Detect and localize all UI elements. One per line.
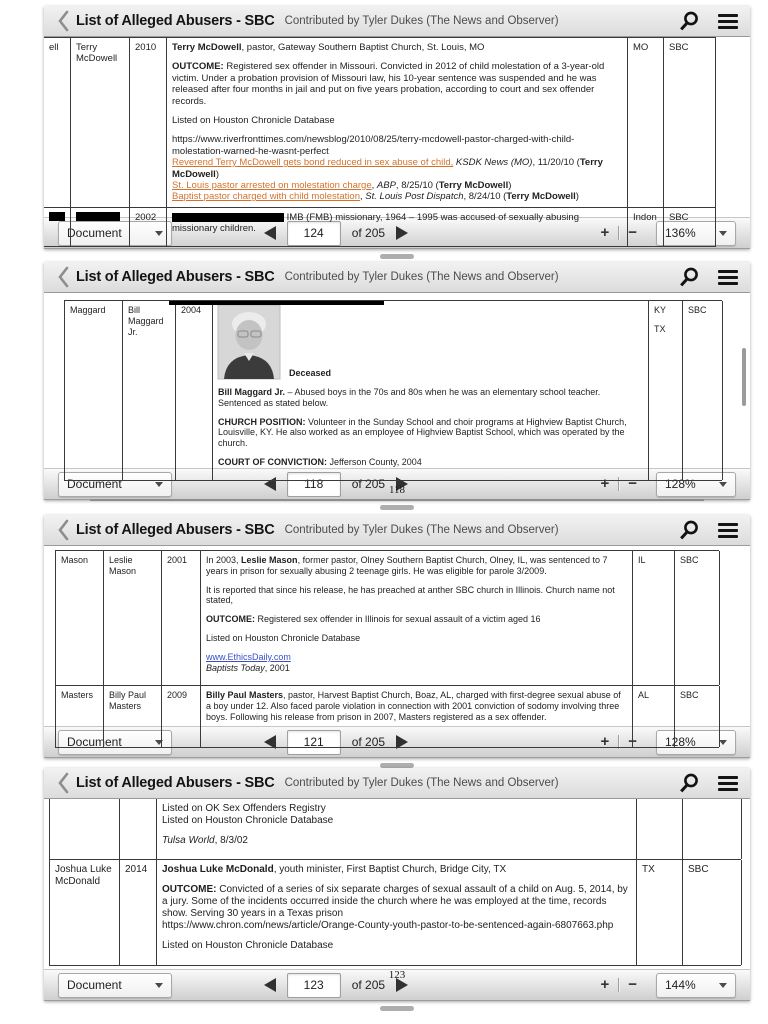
search-icon [678, 266, 700, 288]
header-actions [678, 772, 738, 794]
paragraph [162, 815, 631, 827]
paragraph [172, 42, 622, 53]
table-row [44, 38, 716, 208]
text-segment: , pastor, Gateway Southern Baptist Church, St. Louis, MO [241, 42, 485, 53]
hamburger-icon-bar [718, 776, 738, 779]
zoom-level-label: 136% [664, 226, 696, 240]
table-cell [637, 799, 683, 859]
text-segment: Indon [633, 211, 657, 223]
paragraph [109, 690, 156, 712]
table-cell [157, 799, 637, 859]
text-segment: 2004 [181, 305, 202, 315]
chevron-down-icon [719, 231, 727, 236]
paragraph [181, 305, 207, 316]
table-cell [162, 551, 201, 685]
search-button[interactable] [678, 10, 700, 32]
zoom-out-button[interactable]: − [628, 224, 637, 241]
records-table [64, 300, 722, 481]
zoom-out-button[interactable]: − [628, 976, 637, 993]
table-cell [167, 38, 628, 207]
view-mode-label: Document [67, 735, 122, 749]
search-icon [678, 10, 700, 32]
page-title: List of Alleged Abusers - SBC [76, 775, 275, 791]
table-cell [628, 208, 664, 247]
view-mode-label: Document [67, 226, 122, 240]
table-row [56, 686, 719, 748]
page-count-label: of 205 [351, 477, 386, 491]
inline-link[interactable]: Baptist pastor charged with child molestation [172, 191, 360, 203]
table-cell [664, 208, 716, 247]
paragraph [206, 652, 627, 663]
paragraph [172, 180, 622, 191]
hamburger-icon-bar [718, 14, 738, 17]
page-subtitle: Contributed by Tyler Dukes (The News and Observer) [284, 15, 559, 27]
table-cell [44, 208, 71, 247]
chevron-left-icon [56, 9, 70, 33]
paragraph [55, 864, 114, 888]
table-cell [104, 686, 162, 747]
text-segment: Masters [61, 690, 94, 701]
text-segment: ) [575, 191, 579, 203]
paragraph [172, 191, 622, 202]
table-cell [104, 551, 162, 685]
table-cell [123, 301, 176, 480]
text-segment: Registered sex offender in Illinois for sexual assault of a victim aged 16 [255, 614, 541, 625]
page-edge-line [90, 499, 704, 501]
paragraph [162, 803, 631, 815]
document-viewer-panel [44, 262, 750, 510]
text-segment: ell [49, 42, 59, 53]
table-cell [649, 301, 683, 480]
text-segment: CHURCH POSITION: [218, 416, 306, 427]
search-button[interactable] [678, 519, 700, 541]
inline-link[interactable]: St. Louis pastor arrested on molestation charge [172, 179, 372, 191]
text-segment: SBC [669, 42, 689, 53]
text-segment: Listed on Houston Chronicle Database [162, 815, 334, 826]
hamburger-icon-bar [718, 20, 738, 23]
text-segment: Billy Paul Masters [109, 690, 147, 712]
text-segment: Leslie Mason [241, 555, 298, 565]
text-segment: AL [638, 690, 650, 701]
redaction-bar [169, 301, 384, 305]
paragraph [206, 633, 627, 644]
text-segment: MO [633, 42, 649, 53]
page-subtitle: Contributed by Tyler Dukes (The News and Observer) [284, 271, 559, 283]
text-segment: Bill Maggard Jr. [128, 305, 164, 337]
chevron-down-icon [719, 740, 727, 745]
text-segment: Terry McDowell [172, 42, 242, 53]
text-segment: Terry McDowell [438, 179, 509, 191]
paragraph [688, 864, 736, 876]
table-cell [130, 208, 167, 247]
text-segment: ABP [376, 179, 396, 191]
paragraph [61, 690, 98, 701]
paragraph [642, 864, 677, 876]
page-count-label: of 205 [351, 226, 386, 240]
text-segment: OUTCOME: [172, 61, 224, 73]
table-cell [675, 551, 720, 685]
viewer-header [44, 6, 750, 37]
hamburger-icon-bar [718, 535, 738, 538]
text-segment: In 2003, [206, 555, 242, 565]
paragraph [172, 157, 622, 180]
chevron-down-icon [155, 983, 163, 988]
viewer-card [44, 515, 750, 758]
paragraph [135, 212, 161, 223]
table-row [50, 860, 741, 966]
text-segment: SBC [680, 690, 699, 701]
table-cell [50, 860, 120, 965]
viewer-header [44, 262, 750, 293]
text-segment: COURT OF CONVICTION: [218, 456, 327, 467]
paragraph [162, 940, 631, 952]
text-segment: OUTCOME: [206, 614, 255, 625]
table-cell [683, 799, 742, 859]
chevron-down-icon [719, 983, 727, 988]
paragraph [206, 614, 627, 625]
paragraph [162, 864, 631, 876]
scrollbar-thumb[interactable] [742, 348, 746, 406]
paragraph [162, 835, 631, 847]
table-cell [162, 686, 201, 747]
page-subtitle: Contributed by Tyler Dukes (The News and Observer) [284, 524, 559, 536]
document-viewer-panel [44, 515, 750, 768]
table-cell [176, 301, 213, 480]
paragraph [218, 457, 643, 468]
viewer-card [44, 6, 750, 249]
text-segment: Jefferson County, 2004 [327, 456, 422, 467]
table-cell [637, 860, 683, 965]
paragraph [669, 212, 710, 223]
paragraph [172, 212, 622, 235]
table-cell [130, 38, 167, 207]
paragraph [654, 305, 677, 316]
text-segment: 2002 [135, 211, 157, 223]
table-cell [65, 301, 123, 480]
page-subtitle: Contributed by Tyler Dukes (The News and Observer) [284, 777, 559, 789]
table-row [56, 551, 719, 686]
document-viewer-panel [44, 6, 750, 259]
text-segment: Convicted of a series of six separate charges of sexual assault of a child on Aug. 5, 2014, by a jury. Some of the incidents occurred inside the church where he was employed at the time, records show. Serving 30 years in a Texas prison [162, 884, 628, 919]
text-segment: ) [215, 168, 219, 180]
table-cell [50, 799, 120, 859]
text-segment: TX [642, 864, 655, 875]
text-segment: Bill Maggard Jr. [218, 387, 286, 397]
paragraph [109, 555, 156, 577]
paragraph [61, 555, 98, 566]
text-segment: KSDK News (MO) [453, 157, 533, 169]
text-segment: KY [654, 305, 667, 315]
text-segment: , 2001 [264, 662, 290, 673]
header-actions [678, 266, 738, 288]
document-viewer-panel [44, 768, 750, 1011]
zoom-out-button[interactable]: − [628, 733, 637, 750]
table-cell [71, 208, 130, 247]
chevron-left-icon [56, 265, 70, 289]
text-segment: , 8/24/10 ( [463, 191, 507, 203]
table-cell [56, 686, 104, 747]
back-button[interactable] [50, 264, 76, 290]
paragraph [669, 42, 710, 53]
page-count-label: of 205 [351, 735, 386, 749]
chevron-left-icon [56, 518, 70, 542]
text-segment: , pastor, Harvest Baptist Church, Boaz, AL, charged with first-degree sexual abuse of a boy under 12. Also faced parole violation in connection with 2001 conviction of sodomy involving three boys. Following his release from prison in 2007, Masters registered as a sex offender. [206, 690, 621, 722]
paragraph [633, 42, 658, 53]
table-row [44, 208, 716, 248]
photo-caption: Deceased [289, 368, 332, 379]
panel-resize-handle[interactable] [380, 254, 414, 259]
table-cell [683, 301, 723, 480]
page-title: List of Alleged Abusers - SBC [76, 522, 275, 538]
text-segment: 2009 [167, 690, 188, 701]
text-segment: 2001 [167, 555, 188, 565]
chevron-left-icon [56, 771, 70, 795]
table-row [65, 301, 722, 481]
text-segment: Tulsa World [162, 835, 215, 846]
search-icon [678, 519, 700, 541]
back-button[interactable] [50, 517, 76, 543]
table-cell [120, 860, 157, 965]
records-table [49, 799, 741, 966]
panel-resize-handle[interactable] [380, 1006, 414, 1011]
text-segment: – Abused boys in the 70s and 80s when he was an elementary school teacher. Sentenced as stated below. [218, 387, 601, 408]
view-mode-label: Document [67, 477, 122, 491]
text-segment: 2014 [125, 864, 148, 875]
document-page [44, 550, 750, 726]
text-segment: , 11/20/10 ( [532, 157, 580, 169]
paragraph [680, 555, 714, 566]
records-table [44, 37, 716, 247]
text-segment: 2010 [135, 42, 157, 53]
text-segment: Terry McDowell [506, 191, 576, 203]
text-segment: Terry McDowell [76, 42, 118, 65]
text-segment: , [360, 191, 366, 203]
redaction-bar [76, 212, 120, 221]
table-cell [201, 686, 633, 747]
text-segment: Terry McDowell [172, 157, 603, 180]
paragraph [638, 690, 669, 701]
text-segment: Listed on OK Sex Offenders Registry [162, 803, 326, 814]
hamburger-icon-bar [718, 523, 738, 526]
paragraph [167, 690, 195, 701]
search-icon [678, 772, 700, 794]
text-segment: , [371, 179, 377, 191]
text-segment: Baptists Today [206, 662, 265, 673]
text-segment: SBC [680, 555, 699, 565]
paragraph [76, 42, 124, 65]
paragraph [654, 324, 677, 335]
table-cell [633, 686, 675, 747]
table-cell [120, 799, 157, 859]
text-segment: Listed on Houston Chronicle Database [162, 940, 334, 951]
text-segment: SBC [688, 864, 709, 875]
document-page [44, 799, 750, 981]
page-title: List of Alleged Abusers - SBC [76, 13, 275, 29]
paragraph [633, 212, 658, 223]
text-segment: https://www.riverfronttimes.com/newsblog/2010/08/25/terry-mcdowell-pastor-charged-with-child-molestation-warned-he-wasnt-perfect [172, 134, 575, 157]
paragraph [206, 663, 627, 674]
zoom-in-button[interactable]: + [600, 976, 610, 993]
paragraph [638, 555, 669, 566]
redaction-bar [172, 213, 284, 222]
back-button[interactable] [50, 770, 76, 796]
table-cell [633, 551, 675, 685]
paragraph [680, 690, 714, 701]
paragraph [167, 555, 195, 566]
text-segment: Joshua Luke McDonald [55, 864, 112, 887]
paragraph [128, 305, 170, 337]
text-segment: Joshua Luke McDonald [162, 864, 274, 875]
text-segment: IL [638, 555, 646, 565]
panel-resize-handle[interactable] [380, 505, 414, 510]
table-cell [201, 551, 633, 685]
zoom-out-button[interactable]: − [628, 475, 637, 492]
table-cell [213, 301, 649, 480]
zoom-level-label: 144% [664, 978, 696, 992]
inline-link[interactable]: www.EthicsDaily.com [206, 651, 291, 662]
hamburger-icon-bar [718, 270, 738, 273]
paragraph [172, 115, 622, 126]
viewer-card [44, 262, 750, 500]
menu-button[interactable] [718, 523, 738, 538]
viewer-header [44, 515, 750, 546]
hamburger-icon-bar [718, 282, 738, 285]
page-number-label: 123 [388, 969, 406, 981]
records-table [55, 550, 719, 748]
text-segment: ) [508, 179, 512, 191]
text-segment: TX [654, 323, 666, 334]
paragraph [162, 884, 631, 920]
page-count-label: of 205 [351, 978, 386, 992]
text-segment: , 8/3/02 [214, 835, 248, 846]
zoom-level-label: 128% [664, 477, 696, 491]
hamburger-icon-bar [718, 26, 738, 29]
hamburger-icon-bar [718, 529, 738, 532]
table-cell [56, 551, 104, 685]
paragraph [206, 555, 627, 577]
header-actions [678, 10, 738, 32]
paragraph [49, 42, 65, 53]
viewer-card [44, 768, 750, 1001]
text-segment: Listed on Houston Chronicle Database [172, 114, 335, 126]
text-segment: Registered sex offender in Missouri. Convicted in 2012 of child molestation of a 3-year-old victim. Under a probation provision of Missouri law, his 10-year sentence was suspended and he was released after four months in jail and put on five years probation, according to court and sex offender records. [172, 61, 605, 107]
portrait-photo-block [218, 305, 643, 379]
table-cell [664, 38, 716, 207]
text-segment: It is reported that since his release, he has preached at anther SBC church in Illinois. Church name not stated, [206, 584, 615, 606]
paragraph [688, 305, 717, 316]
table-cell [44, 38, 71, 207]
menu-button[interactable] [718, 270, 738, 285]
text-segment: St. Louis Post Dispatch [365, 191, 464, 203]
table-row [50, 799, 741, 860]
paragraph [162, 920, 631, 932]
back-button[interactable] [50, 8, 76, 34]
table-cell [157, 860, 637, 965]
table-cell [71, 38, 130, 207]
paragraph [218, 417, 643, 449]
view-mode-label: Document [67, 978, 122, 992]
zoom-level-label: 128% [664, 735, 696, 749]
hamburger-icon-bar [718, 788, 738, 791]
zoom-in-button[interactable]: + [600, 475, 610, 492]
text-segment: Listed on Houston Chronicle Database [206, 632, 361, 643]
text-segment: Mason [61, 555, 89, 565]
inline-link[interactable]: Reverend Terry McDowell gets bond reduced in sex abuse of child, [172, 157, 454, 169]
text-segment: SBC [669, 211, 689, 223]
zoom-in-button[interactable]: + [600, 224, 610, 241]
table-cell [628, 38, 664, 207]
search-button[interactable] [678, 266, 700, 288]
menu-button[interactable] [718, 776, 738, 791]
header-actions [678, 519, 738, 541]
page-title: List of Alleged Abusers - SBC [76, 269, 275, 285]
table-cell [675, 686, 720, 747]
text-segment: , youth minister, First Baptist Church, Bridge City, TX [273, 864, 507, 875]
hamburger-icon-bar [718, 276, 738, 279]
text-segment: OUTCOME: [162, 884, 217, 895]
viewer-header [44, 768, 750, 799]
hamburger-icon-bar [718, 782, 738, 785]
table-cell [683, 860, 742, 965]
menu-button[interactable] [718, 14, 738, 29]
text-segment: Volunteer in the Sunday School and choir programs at Highview Baptist Church, Louisville, KY. He also worked as an employee of Highview Baptist School, which was operated by the church. [218, 416, 627, 449]
paragraph [125, 864, 151, 876]
redaction-bar [49, 212, 65, 221]
text-segment: , former pastor, Olney Southern Baptist Church, Olney, IL, was sentenced to 7 years in prison for sexually abusing 2 teenage girls. He was eligible for parole 3/2009. [206, 555, 608, 576]
text-segment: https://www.chron.com/news/article/Orange-County-youth-pastor-to-be-sentenced-again-6807663.php [162, 920, 614, 931]
page-number-label: 118 [388, 483, 406, 496]
paragraph [172, 134, 622, 157]
portrait-photo [218, 305, 280, 379]
text-segment: Maggard [70, 305, 106, 315]
table-cell [167, 208, 628, 247]
zoom-in-button[interactable]: + [600, 733, 610, 750]
paragraph [206, 585, 627, 607]
paragraph [135, 42, 161, 53]
paragraph [218, 387, 643, 409]
text-segment: Billy Paul Masters [206, 690, 284, 701]
text-segment: SBC [688, 305, 707, 315]
paragraph [172, 61, 622, 107]
search-button[interactable] [678, 772, 700, 794]
paragraph [70, 305, 117, 316]
paragraph [206, 690, 627, 722]
text-segment: Leslie Mason [109, 555, 137, 576]
text-segment: IMB (FMB) missionary, 1964 – 1995 was accused of sexually abusing missionary children. [172, 211, 579, 235]
text-segment: , 8/25/10 ( [395, 179, 439, 191]
